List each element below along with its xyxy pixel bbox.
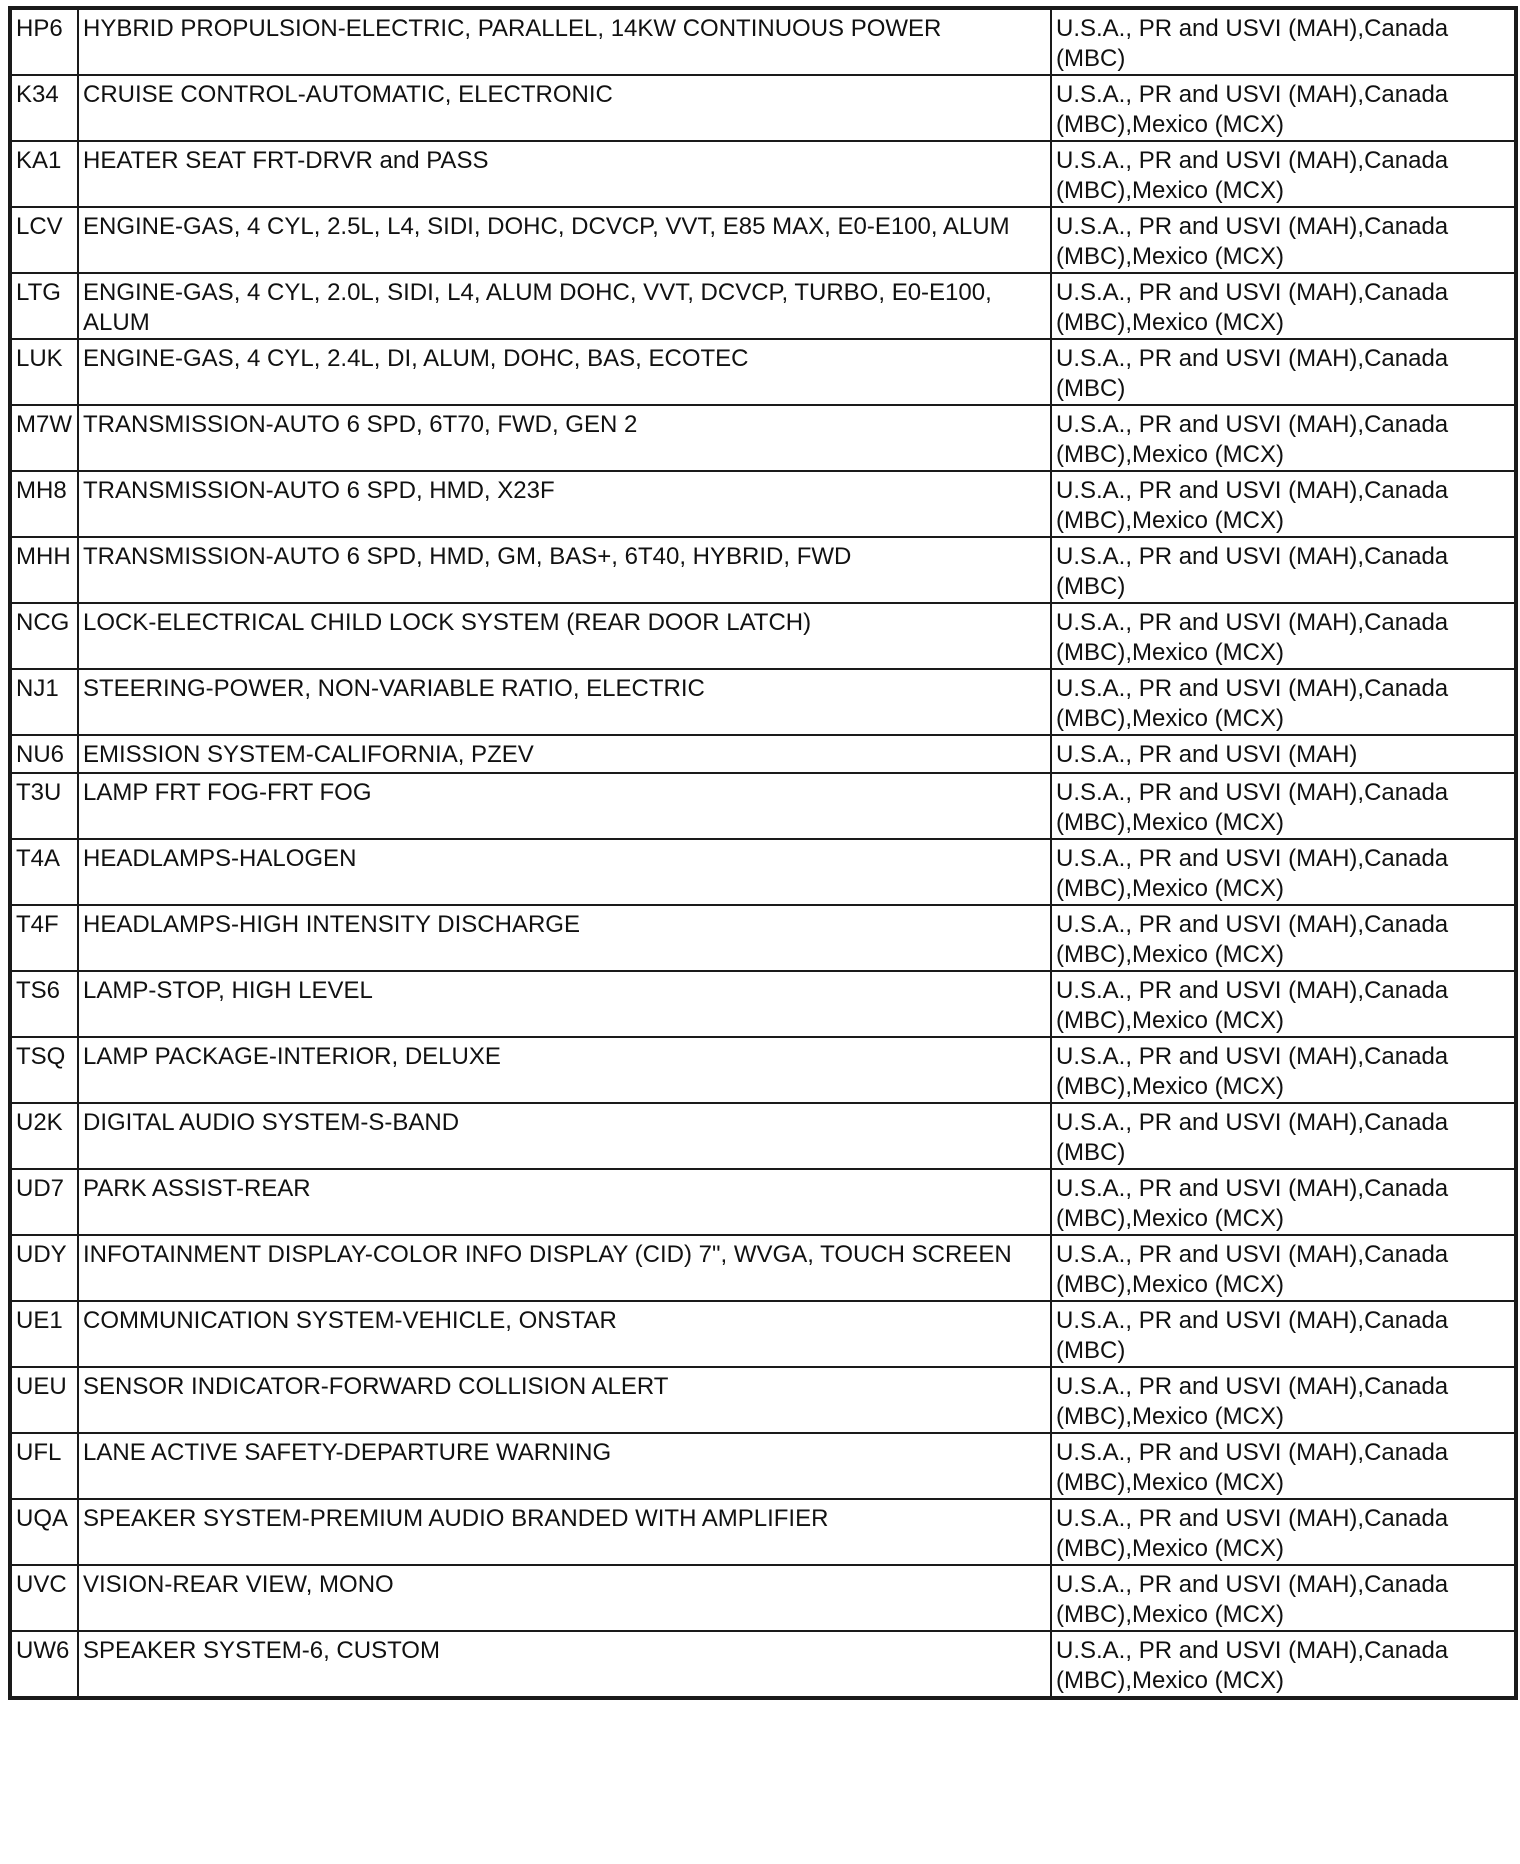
table-row bbox=[10, 471, 1516, 537]
rpo-code-cell: LCV bbox=[10, 207, 78, 273]
table-row bbox=[10, 905, 1516, 971]
countries-cell: U.S.A., PR and USVI (MAH) bbox=[1051, 735, 1516, 773]
countries-cell: U.S.A., PR and USVI (MAH),Canada (MBC),Mexico (MCX) bbox=[1051, 1631, 1516, 1698]
countries-cell: U.S.A., PR and USVI (MAH),Canada (MBC),Mexico (MCX) bbox=[1051, 1499, 1516, 1565]
table-row bbox=[10, 1433, 1516, 1499]
table-row bbox=[10, 1301, 1516, 1367]
table-row bbox=[10, 1169, 1516, 1235]
table-row bbox=[10, 339, 1516, 405]
description-cell: SPEAKER SYSTEM-PREMIUM AUDIO BRANDED WITH AMPLIFIER bbox=[78, 1499, 1051, 1565]
rpo-code-cell: UE1 bbox=[10, 1301, 78, 1367]
rpo-code-cell: U2K bbox=[10, 1103, 78, 1169]
countries-cell: U.S.A., PR and USVI (MAH),Canada (MBC),Mexico (MCX) bbox=[1051, 273, 1516, 339]
countries-cell: U.S.A., PR and USVI (MAH),Canada (MBC),Mexico (MCX) bbox=[1051, 141, 1516, 207]
table-row bbox=[10, 273, 1516, 339]
table-row bbox=[10, 1499, 1516, 1565]
rpo-code-cell: KA1 bbox=[10, 141, 78, 207]
countries-cell: U.S.A., PR and USVI (MAH),Canada (MBC) bbox=[1051, 339, 1516, 405]
description-cell: COMMUNICATION SYSTEM-VEHICLE, ONSTAR bbox=[78, 1301, 1051, 1367]
table-row bbox=[10, 735, 1516, 773]
table-row bbox=[10, 1235, 1516, 1301]
countries-cell: U.S.A., PR and USVI (MAH),Canada (MBC),Mexico (MCX) bbox=[1051, 905, 1516, 971]
description-cell: HEADLAMPS-HIGH INTENSITY DISCHARGE bbox=[78, 905, 1051, 971]
rpo-code-cell: MHH bbox=[10, 537, 78, 603]
rpo-code-cell: M7W bbox=[10, 405, 78, 471]
description-cell: PARK ASSIST-REAR bbox=[78, 1169, 1051, 1235]
description-cell: ENGINE-GAS, 4 CYL, 2.5L, L4, SIDI, DOHC, DCVCP, VVT, E85 MAX, E0-E100, ALUM bbox=[78, 207, 1051, 273]
countries-cell: U.S.A., PR and USVI (MAH),Canada (MBC),Mexico (MCX) bbox=[1051, 1433, 1516, 1499]
description-cell: CRUISE CONTROL-AUTOMATIC, ELECTRONIC bbox=[78, 75, 1051, 141]
countries-cell: U.S.A., PR and USVI (MAH),Canada (MBC),Mexico (MCX) bbox=[1051, 603, 1516, 669]
table-row bbox=[10, 603, 1516, 669]
rpo-code-cell: UQA bbox=[10, 1499, 78, 1565]
countries-cell: U.S.A., PR and USVI (MAH),Canada (MBC),Mexico (MCX) bbox=[1051, 773, 1516, 839]
description-cell: VISION-REAR VIEW, MONO bbox=[78, 1565, 1051, 1631]
description-cell: DIGITAL AUDIO SYSTEM-S-BAND bbox=[78, 1103, 1051, 1169]
table-row bbox=[10, 1367, 1516, 1433]
description-cell: SENSOR INDICATOR-FORWARD COLLISION ALERT bbox=[78, 1367, 1051, 1433]
description-cell: LAMP-STOP, HIGH LEVEL bbox=[78, 971, 1051, 1037]
countries-cell: U.S.A., PR and USVI (MAH),Canada (MBC),Mexico (MCX) bbox=[1051, 1235, 1516, 1301]
countries-cell: U.S.A., PR and USVI (MAH),Canada (MBC),Mexico (MCX) bbox=[1051, 207, 1516, 273]
countries-cell: U.S.A., PR and USVI (MAH),Canada (MBC),Mexico (MCX) bbox=[1051, 971, 1516, 1037]
table-row bbox=[10, 1565, 1516, 1631]
description-cell: ENGINE-GAS, 4 CYL, 2.0L, SIDI, L4, ALUM DOHC, VVT, DCVCP, TURBO, E0-E100, ALUM bbox=[78, 273, 1051, 339]
rpo-code-cell: UW6 bbox=[10, 1631, 78, 1698]
rpo-code-cell: MH8 bbox=[10, 471, 78, 537]
countries-cell: U.S.A., PR and USVI (MAH),Canada (MBC) bbox=[1051, 537, 1516, 603]
table-row bbox=[10, 839, 1516, 905]
countries-cell: U.S.A., PR and USVI (MAH),Canada (MBC),Mexico (MCX) bbox=[1051, 1169, 1516, 1235]
countries-cell: U.S.A., PR and USVI (MAH),Canada (MBC),Mexico (MCX) bbox=[1051, 1565, 1516, 1631]
rpo-code-cell: UVC bbox=[10, 1565, 78, 1631]
description-cell: LOCK-ELECTRICAL CHILD LOCK SYSTEM (REAR DOOR LATCH) bbox=[78, 603, 1051, 669]
description-cell: TRANSMISSION-AUTO 6 SPD, HMD, GM, BAS+, 6T40, HYBRID, FWD bbox=[78, 537, 1051, 603]
countries-cell: U.S.A., PR and USVI (MAH),Canada (MBC) bbox=[1051, 1103, 1516, 1169]
countries-cell: U.S.A., PR and USVI (MAH),Canada (MBC) bbox=[1051, 1301, 1516, 1367]
rpo-code-cell: UD7 bbox=[10, 1169, 78, 1235]
description-cell: LAMP FRT FOG-FRT FOG bbox=[78, 773, 1051, 839]
description-cell: HEADLAMPS-HALOGEN bbox=[78, 839, 1051, 905]
description-cell: TRANSMISSION-AUTO 6 SPD, HMD, X23F bbox=[78, 471, 1051, 537]
rpo-code-table bbox=[8, 6, 1518, 1700]
description-cell: HYBRID PROPULSION-ELECTRIC, PARALLEL, 14KW CONTINUOUS POWER bbox=[78, 8, 1051, 75]
description-cell: LANE ACTIVE SAFETY-DEPARTURE WARNING bbox=[78, 1433, 1051, 1499]
countries-cell: U.S.A., PR and USVI (MAH),Canada (MBC),Mexico (MCX) bbox=[1051, 669, 1516, 735]
rpo-code-cell: HP6 bbox=[10, 8, 78, 75]
rpo-code-cell: T4F bbox=[10, 905, 78, 971]
rpo-code-cell: K34 bbox=[10, 75, 78, 141]
rpo-code-cell: TS6 bbox=[10, 971, 78, 1037]
rpo-code-cell: UDY bbox=[10, 1235, 78, 1301]
countries-cell: U.S.A., PR and USVI (MAH),Canada (MBC),Mexico (MCX) bbox=[1051, 839, 1516, 905]
description-cell: INFOTAINMENT DISPLAY-COLOR INFO DISPLAY (CID) 7", WVGA, TOUCH SCREEN bbox=[78, 1235, 1051, 1301]
table-row bbox=[10, 207, 1516, 273]
rpo-code-cell: T4A bbox=[10, 839, 78, 905]
rpo-code-cell: T3U bbox=[10, 773, 78, 839]
rpo-code-cell: LUK bbox=[10, 339, 78, 405]
table-row bbox=[10, 1631, 1516, 1698]
rpo-code-cell: UFL bbox=[10, 1433, 78, 1499]
description-cell: TRANSMISSION-AUTO 6 SPD, 6T70, FWD, GEN 2 bbox=[78, 405, 1051, 471]
table-row bbox=[10, 537, 1516, 603]
rpo-table-body bbox=[10, 8, 1516, 1698]
description-cell: STEERING-POWER, NON-VARIABLE RATIO, ELECTRIC bbox=[78, 669, 1051, 735]
description-cell: HEATER SEAT FRT-DRVR and PASS bbox=[78, 141, 1051, 207]
rpo-code-cell: LTG bbox=[10, 273, 78, 339]
table-row bbox=[10, 971, 1516, 1037]
description-cell: SPEAKER SYSTEM-6, CUSTOM bbox=[78, 1631, 1051, 1698]
description-cell: EMISSION SYSTEM-CALIFORNIA, PZEV bbox=[78, 735, 1051, 773]
rpo-code-cell: TSQ bbox=[10, 1037, 78, 1103]
table-row bbox=[10, 405, 1516, 471]
rpo-code-cell: NJ1 bbox=[10, 669, 78, 735]
description-cell: LAMP PACKAGE-INTERIOR, DELUXE bbox=[78, 1037, 1051, 1103]
countries-cell: U.S.A., PR and USVI (MAH),Canada (MBC),Mexico (MCX) bbox=[1051, 1367, 1516, 1433]
rpo-code-cell: NU6 bbox=[10, 735, 78, 773]
countries-cell: U.S.A., PR and USVI (MAH),Canada (MBC),Mexico (MCX) bbox=[1051, 471, 1516, 537]
table-row bbox=[10, 773, 1516, 839]
table-row bbox=[10, 1037, 1516, 1103]
countries-cell: U.S.A., PR and USVI (MAH),Canada (MBC),Mexico (MCX) bbox=[1051, 1037, 1516, 1103]
table-row bbox=[10, 141, 1516, 207]
table-row bbox=[10, 1103, 1516, 1169]
table-row bbox=[10, 8, 1516, 75]
countries-cell: U.S.A., PR and USVI (MAH),Canada (MBC),Mexico (MCX) bbox=[1051, 405, 1516, 471]
countries-cell: U.S.A., PR and USVI (MAH),Canada (MBC) bbox=[1051, 8, 1516, 75]
table-row bbox=[10, 75, 1516, 141]
countries-cell: U.S.A., PR and USVI (MAH),Canada (MBC),Mexico (MCX) bbox=[1051, 75, 1516, 141]
rpo-code-cell: UEU bbox=[10, 1367, 78, 1433]
table-row bbox=[10, 669, 1516, 735]
description-cell: ENGINE-GAS, 4 CYL, 2.4L, DI, ALUM, DOHC, BAS, ECOTEC bbox=[78, 339, 1051, 405]
rpo-code-cell: NCG bbox=[10, 603, 78, 669]
